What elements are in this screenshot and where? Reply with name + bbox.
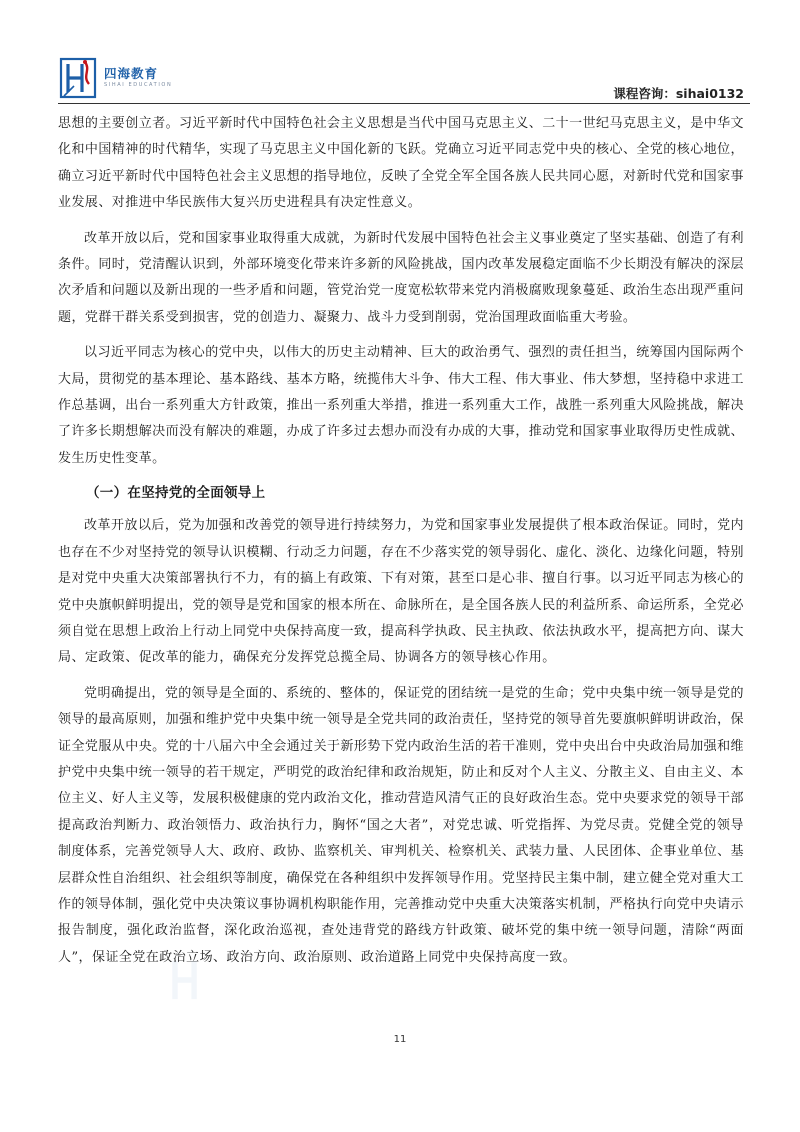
sihai-logo-icon	[58, 56, 100, 100]
paragraph-3: 以习近平同志为核心的党中央，以伟大的历史主动精神、巨大的政治勇气、强烈的责任担当，统筹国内国际两个大局，贯彻党的基本理论、基本路线、基本方略，统揽伟大斗争、伟大工程、伟大事业、伟大梦想，坚持稳中求进工作总基调，出台一系列重大方针政策，推出一系列重大举措，推进一系列重大工作，战胜一系列重大风险挑战，解决了许多长期想解决而没有解决的难题，办成了许多过去想办而没有办成的大事，推动党和国家事业取得历史性成就、发生历史性变革。	[58, 345, 744, 466]
paragraph-4: 改革开放以后，党为加强和改善党的领导进行持续努力，为党和国家事业发展提供了根本政治保证。同时，党内也存在不少对坚持党的领导认识模糊、行动乏力问题，存在不少落实党的领导弱化、虚化、淡化、边缘化问题，特别是对党中央重大决策部署执行不力，有的搞上有政策、下有对策，甚至口是心非、擅自行事。以习近平同志为核心的党中央旗帜鲜明提出，党的领导是党和国家的根本所在、命脉所在，是全国各族人民的利益所系、命运所系，全党必须自觉在思想上政治上行动上同党中央保持高度一致，提高科学执政、民主执政、依法执政水平，提高把方向、谋大局、定政策、促改革的能力，确保充分发挥党总揽全局、协调各方的领导核心作用。	[58, 518, 744, 666]
paragraph-2: 改革开放以后，党和国家事业取得重大成就，为新时代发展中国特色社会主义事业奠定了坚实基础、创造了有利条件。同时，党清醒认识到，外部环境变化带来许多新的风险挑战，国内改革发展稳定面临不少长期没有解决的深层次矛盾和问题以及新出现的一些矛盾和问题，管党治党一度宽松软带来党内消极腐败现象蔓延、政治生态出现严重问题，党群干群关系受到损害，党的创造力、凝聚力、战斗力受到削弱，党治国理政面临重大考验。	[58, 230, 744, 325]
watermark-logo-icon	[160, 950, 220, 1010]
page-header	[58, 56, 748, 104]
paragraph-5: 党明确提出，党的领导是全面的、系统的、整体的，保证党的团结统一是党的生命；党中央集中统一领导是党的领导的最高原则，加强和维护党中央集中统一领导是全党共同的政治责任，坚持党的领导首先要旗帜鲜明讲政治，保证全党服从中央。党的十八届六中全会通过关于新形势下党内政治生活的若干准则，党中央出台中央政治局加强和维护党中央集中统一领导的若干规定，严明党的政治纪律和政治规矩，防止和反对个人主义、分散主义、自由主义、本位主义、好人主义等，发展积极健康的党内政治文化，推动营造风清气正的良好政治生态。党中央要求党的领导干部提高政治判断力、政治领悟力、政治执行力，胸怀“国之大者”，对党忠诚、听党指挥、为党尽责。党健全党的领导制度体系，完善党领导人大、政府、政协、监察机关、审判机关、检察机关、武装力量、人民团体、企事业单位、基层群众性自治组织、社会组织等制度，确保党在各种组织中发挥领导作用。党坚持民主集中制，建立健全党对重大工作的领导体制，强化党中央决策议事协调机构职能作用，完善推动党中央重大决策落实机制，严格执行向党中央请示报告制度，强化政治监督，深化政治巡视，查处违背党的路线方针政策、破坏党的集中统一领导问题，清除“两面人”，保证全党在政治立场、政治方向、政治原则、政治道路上同党中央保持高度一致。	[58, 685, 744, 965]
section-heading: （一）在坚持党的全面领导上	[86, 485, 266, 502]
sihai-education-logo	[58, 56, 258, 100]
page-number: 11	[393, 1034, 407, 1045]
logo-name: 四海教育	[104, 66, 159, 81]
logo-subtitle: SIHAI EDUCATION	[104, 82, 173, 88]
header-divider	[58, 103, 750, 104]
document-body	[58, 111, 744, 980]
course-contact: 课程咨询：sihai0132	[613, 86, 744, 101]
paragraph-1: 思想的主要创立者。习近平新时代中国特色社会主义思想是当代中国马克思主义、二十一世纪马克思主义，是中华文化和中国精神的时代精华，实现了马克思主义中国化新的飞跃。党确立习近平同志党中央的核心、全党的核心地位，确立习近平新时代中国特色社会主义思想的指导地位，反映了全党全军全国各族人民共同心愿，对新时代党和国家事业发展、对推进中华民族伟大复兴历史进程具有决定性意义。	[58, 116, 744, 211]
